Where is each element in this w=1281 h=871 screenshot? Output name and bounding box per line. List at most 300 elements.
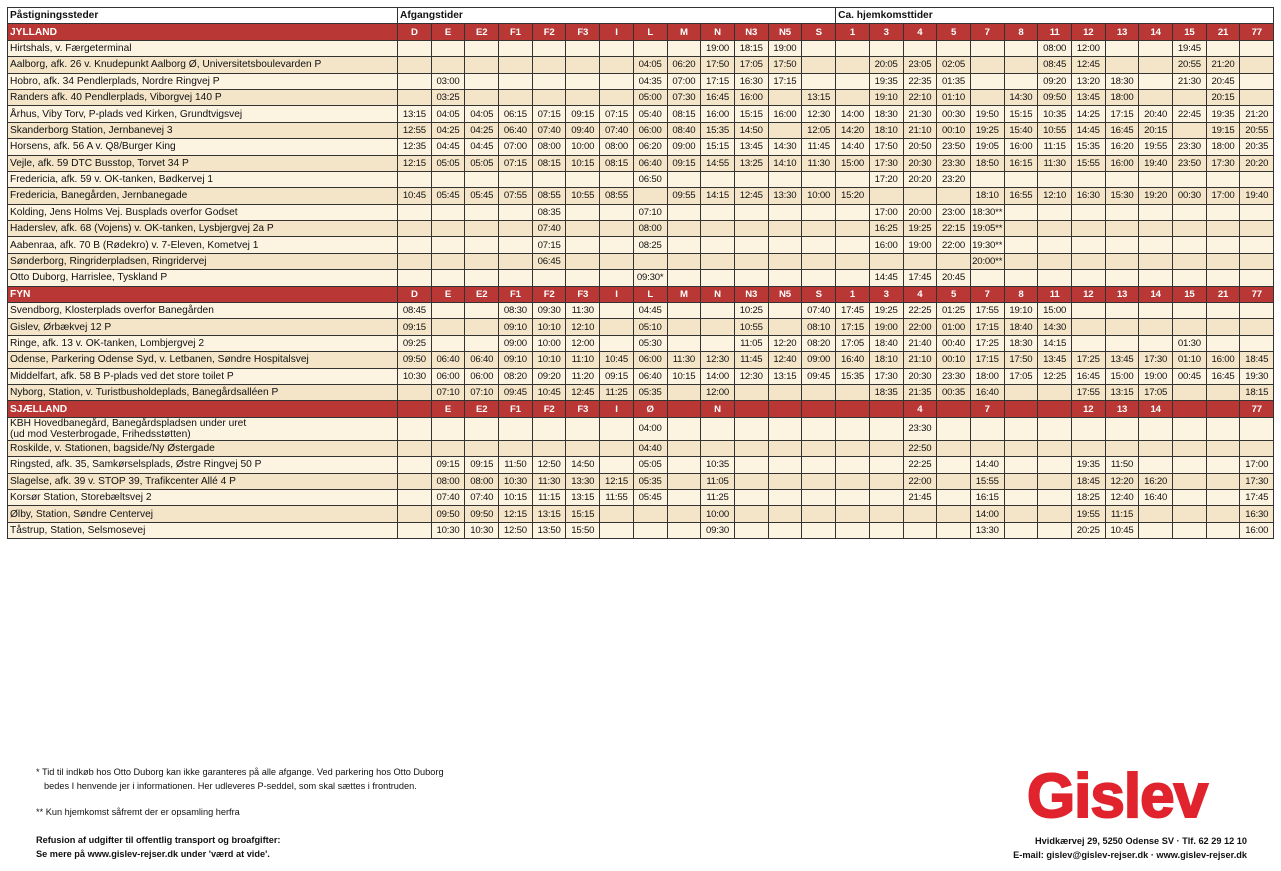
time-cell: 16:20 [1105, 139, 1139, 155]
time-cell: 19:35 [869, 73, 903, 89]
table-row [8, 204, 1274, 220]
time-cell [1173, 122, 1207, 138]
tour-code: E [431, 401, 465, 417]
time-cell [768, 506, 802, 522]
time-cell: 15:00 [1038, 303, 1072, 319]
time-cell [600, 73, 634, 89]
time-cell [970, 73, 1004, 89]
time-cell [1038, 204, 1072, 220]
time-cell [633, 506, 667, 522]
section-name: JYLLAND [8, 24, 398, 40]
time-cell [734, 457, 768, 473]
tour-code: M [667, 24, 701, 40]
stop-name: Korsør Station, Storebæltsvej 2 [8, 489, 398, 505]
time-cell [970, 171, 1004, 187]
table-row [8, 40, 1274, 56]
tour-code [398, 401, 432, 417]
time-cell: 18:30 [1004, 335, 1038, 351]
time-cell [499, 89, 533, 105]
time-cell: 07:40 [802, 303, 836, 319]
tour-code: 7 [970, 24, 1004, 40]
time-cell: 22:35 [903, 73, 937, 89]
time-cell [970, 417, 1004, 440]
time-cell: 17:45 [836, 303, 870, 319]
time-cell [802, 440, 836, 456]
time-cell: 17:55 [970, 303, 1004, 319]
time-cell: 16:00 [1004, 139, 1038, 155]
time-cell: 09:15 [600, 368, 634, 384]
time-cell: 17:30 [1139, 352, 1173, 368]
time-cell [768, 237, 802, 253]
time-cell [734, 204, 768, 220]
time-cell [398, 221, 432, 237]
time-cell [465, 303, 499, 319]
time-cell: 08:00 [465, 473, 499, 489]
time-cell [802, 204, 836, 220]
time-cell [499, 40, 533, 56]
time-cell: 17:05 [1139, 384, 1173, 400]
time-cell [970, 89, 1004, 105]
time-cell: 16:40 [836, 352, 870, 368]
time-cell [431, 440, 465, 456]
time-cell: 11:15 [1105, 506, 1139, 522]
time-cell: 12:35 [398, 139, 432, 155]
time-cell [701, 171, 735, 187]
time-cell [869, 40, 903, 56]
time-cell [1038, 417, 1072, 440]
time-cell [532, 270, 566, 286]
time-cell: 08:00 [431, 473, 465, 489]
time-cell [869, 489, 903, 505]
time-cell: 18:40 [1004, 319, 1038, 335]
time-cell: 11:20 [566, 368, 600, 384]
time-cell: 18:30 [1105, 73, 1139, 89]
time-cell: 19:00 [768, 40, 802, 56]
time-cell [768, 204, 802, 220]
time-cell: 19:00 [869, 319, 903, 335]
time-cell: 13:15 [532, 506, 566, 522]
time-cell [465, 40, 499, 56]
time-cell [398, 440, 432, 456]
time-cell [398, 40, 432, 56]
tour-code: 15 [1173, 286, 1207, 302]
time-cell [667, 335, 701, 351]
time-cell: 18:15 [734, 40, 768, 56]
stop-name: Middelfart, afk. 58 B P-plads ved det store toilet P [8, 368, 398, 384]
time-cell [734, 237, 768, 253]
time-cell: 09:15 [431, 457, 465, 473]
time-cell [1038, 171, 1072, 187]
time-cell: 07:55 [499, 188, 533, 204]
time-cell [1139, 57, 1173, 73]
time-cell: 17:50 [768, 57, 802, 73]
time-cell: 13:15 [802, 89, 836, 105]
table-row [8, 473, 1274, 489]
time-cell: 20:35 [1240, 139, 1274, 155]
time-cell [768, 221, 802, 237]
time-cell: 19:05** [970, 221, 1004, 237]
stop-name: Ringe, afk. 13 v. OK-tanken, Lombjergvej 2 [8, 335, 398, 351]
gislev-logo-text: Gislev [1026, 763, 1208, 827]
time-cell [1105, 57, 1139, 73]
section-header-0 [8, 24, 1274, 40]
time-cell: 19:05 [970, 139, 1004, 155]
time-cell [499, 270, 533, 286]
time-cell: 08:00 [1038, 40, 1072, 56]
tour-code: 13 [1105, 401, 1139, 417]
time-cell: 06:40 [465, 352, 499, 368]
time-cell: 11:55 [600, 489, 634, 505]
time-cell [836, 270, 870, 286]
time-cell [1071, 237, 1105, 253]
time-cell [802, 253, 836, 269]
time-cell: 13:50 [532, 522, 566, 538]
time-cell [1004, 489, 1038, 505]
time-cell: 17:30 [1206, 155, 1240, 171]
time-cell: 09:45 [499, 384, 533, 400]
time-cell: 05:35 [633, 473, 667, 489]
time-cell [566, 417, 600, 440]
time-cell: 01:35 [937, 73, 971, 89]
stop-name: Ringsted, afk. 35, Samkørselsplads, Østre Ringvej 50 P [8, 457, 398, 473]
time-cell: 09:45 [802, 368, 836, 384]
gislev-logo [1022, 763, 1212, 827]
time-cell: 12:45 [734, 188, 768, 204]
time-cell: 22:10 [903, 89, 937, 105]
time-cell [734, 384, 768, 400]
time-cell: 19:00 [903, 237, 937, 253]
time-cell: 05:30 [633, 335, 667, 351]
time-cell: 07:40 [465, 489, 499, 505]
time-cell: 09:50 [431, 506, 465, 522]
time-cell [465, 204, 499, 220]
time-cell: 09:10 [499, 319, 533, 335]
tour-code: I [600, 24, 634, 40]
time-cell [768, 89, 802, 105]
time-cell [566, 204, 600, 220]
time-cell [903, 40, 937, 56]
tour-code [802, 401, 836, 417]
section-name: SJÆLLAND [8, 401, 398, 417]
time-cell: 04:35 [633, 73, 667, 89]
table-row [8, 89, 1274, 105]
time-cell: 12:30 [701, 352, 735, 368]
time-cell [836, 457, 870, 473]
time-cell [1139, 253, 1173, 269]
time-cell: 04:45 [465, 139, 499, 155]
time-cell [1206, 440, 1240, 456]
time-cell: 16:45 [1206, 368, 1240, 384]
time-cell [431, 221, 465, 237]
time-cell: 10:55 [1038, 122, 1072, 138]
time-cell: 01:00 [937, 319, 971, 335]
tour-code: N5 [768, 24, 802, 40]
time-cell: 13:45 [734, 139, 768, 155]
time-cell: 13:15 [566, 489, 600, 505]
time-cell [937, 253, 971, 269]
time-cell: 23:30 [1173, 139, 1207, 155]
time-cell [1206, 40, 1240, 56]
tour-code: 13 [1105, 24, 1139, 40]
time-cell: 12:50 [499, 522, 533, 538]
time-cell [1071, 303, 1105, 319]
time-cell [836, 440, 870, 456]
time-cell: 10:45 [398, 188, 432, 204]
time-cell: 11:30 [566, 303, 600, 319]
time-cell: 15:15 [566, 506, 600, 522]
time-cell: 08:15 [600, 155, 634, 171]
time-cell: 16:00 [734, 89, 768, 105]
time-cell: 16:45 [1105, 122, 1139, 138]
time-cell [465, 335, 499, 351]
time-cell [836, 89, 870, 105]
time-cell: 21:30 [903, 106, 937, 122]
tour-code: F2 [532, 24, 566, 40]
time-cell: 08:45 [398, 303, 432, 319]
time-cell [499, 73, 533, 89]
time-cell [600, 335, 634, 351]
time-cell [768, 384, 802, 400]
time-cell: 06:15 [499, 106, 533, 122]
tour-code: 3 [869, 286, 903, 302]
tour-code: I [600, 401, 634, 417]
time-cell [398, 489, 432, 505]
time-cell: 08:40 [667, 122, 701, 138]
tour-code: 8 [1004, 24, 1038, 40]
time-cell: 23:30 [937, 368, 971, 384]
table-row [8, 489, 1274, 505]
tour-code: 21 [1206, 286, 1240, 302]
time-cell: 11:50 [1105, 457, 1139, 473]
time-cell: 19:35 [1071, 457, 1105, 473]
time-cell: 19:40 [1139, 155, 1173, 171]
time-cell [1105, 440, 1139, 456]
time-cell: 01:30 [1173, 335, 1207, 351]
tour-code: 21 [1206, 24, 1240, 40]
table-row [8, 73, 1274, 89]
time-cell: 12:15 [600, 473, 634, 489]
time-cell [802, 73, 836, 89]
time-cell: 10:10 [532, 352, 566, 368]
time-cell: 19:25 [970, 122, 1004, 138]
time-cell: 13:25 [734, 155, 768, 171]
time-cell [869, 188, 903, 204]
time-cell [600, 57, 634, 73]
time-cell [499, 171, 533, 187]
time-cell: 04:25 [431, 122, 465, 138]
time-cell: 17:15 [1105, 106, 1139, 122]
table-row [8, 335, 1274, 351]
time-cell: 14:00 [970, 506, 1004, 522]
time-cell [431, 40, 465, 56]
footnote-doublestar: ** Kun hjemkomst såfremt der er opsamling herfra [36, 807, 240, 817]
time-cell [667, 384, 701, 400]
time-cell: 19:40 [1240, 188, 1274, 204]
time-cell [734, 171, 768, 187]
time-cell [1105, 237, 1139, 253]
time-cell [1240, 417, 1274, 440]
time-cell [431, 319, 465, 335]
time-cell [667, 204, 701, 220]
time-cell [1071, 335, 1105, 351]
time-cell [802, 489, 836, 505]
time-cell: 16:30 [1240, 506, 1274, 522]
time-cell: 06:00 [633, 122, 667, 138]
time-cell [431, 57, 465, 73]
tour-code: F1 [499, 24, 533, 40]
time-cell [1139, 89, 1173, 105]
time-cell [667, 522, 701, 538]
stop-name: Odense, Parkering Odense Syd, v. Letbanen, Søndre Hospitalsvej [8, 352, 398, 368]
time-cell [903, 522, 937, 538]
time-cell [701, 440, 735, 456]
time-cell: 17:20 [869, 171, 903, 187]
time-cell [1139, 303, 1173, 319]
time-cell [398, 73, 432, 89]
time-cell: 17:05 [1004, 368, 1038, 384]
time-cell [802, 57, 836, 73]
time-cell [1173, 204, 1207, 220]
time-cell: 05:45 [431, 188, 465, 204]
time-cell: 20:45 [937, 270, 971, 286]
time-cell [1240, 221, 1274, 237]
time-cell: 12:05 [802, 122, 836, 138]
time-cell [633, 40, 667, 56]
time-cell: 07:10 [431, 384, 465, 400]
time-cell: 07:10 [633, 204, 667, 220]
time-cell [1139, 417, 1173, 440]
time-cell: 09:20 [1038, 73, 1072, 89]
time-cell: 11:30 [1038, 155, 1072, 171]
time-cell: 12:45 [1071, 57, 1105, 73]
tour-code: E [431, 24, 465, 40]
time-cell: 13:30 [566, 473, 600, 489]
time-cell [1173, 303, 1207, 319]
time-cell: 12:20 [1105, 473, 1139, 489]
time-cell: 13:15 [1105, 384, 1139, 400]
tour-code: 7 [970, 286, 1004, 302]
time-cell: 22:00 [903, 473, 937, 489]
time-cell: 17:25 [970, 335, 1004, 351]
stop-name: Svendborg, Klosterplads overfor Banegården [8, 303, 398, 319]
time-cell: 22:25 [903, 303, 937, 319]
time-cell: 18:45 [1240, 352, 1274, 368]
time-cell: 11:30 [802, 155, 836, 171]
time-cell [1038, 221, 1072, 237]
stop-name: Roskilde, v. Stationen, bagside/Ny Østergade [8, 440, 398, 456]
tour-code: 1 [836, 286, 870, 302]
time-cell [1105, 335, 1139, 351]
time-cell: 12:40 [1105, 489, 1139, 505]
table-row [8, 384, 1274, 400]
time-cell [1004, 221, 1038, 237]
time-cell: 10:35 [701, 457, 735, 473]
time-cell: 06:40 [431, 352, 465, 368]
time-cell [566, 73, 600, 89]
time-cell: 17:15 [970, 319, 1004, 335]
time-cell [600, 457, 634, 473]
table-row [8, 457, 1274, 473]
time-cell [465, 270, 499, 286]
time-cell: 18:00 [1206, 139, 1240, 155]
time-cell [1004, 417, 1038, 440]
time-cell [802, 270, 836, 286]
time-cell: 20:20 [1240, 155, 1274, 171]
time-cell: 10:00 [802, 188, 836, 204]
time-cell: 00:45 [1173, 368, 1207, 384]
time-cell: 11:30 [532, 473, 566, 489]
time-cell [431, 335, 465, 351]
time-cell: 20:55 [1173, 57, 1207, 73]
time-cell: 20:30 [903, 155, 937, 171]
time-cell: 13:20 [1071, 73, 1105, 89]
time-cell [937, 489, 971, 505]
time-cell [1173, 270, 1207, 286]
time-cell [398, 522, 432, 538]
time-cell [802, 457, 836, 473]
time-cell: 20:00** [970, 253, 1004, 269]
table-row [8, 303, 1274, 319]
time-cell: 09:40 [566, 122, 600, 138]
time-cell: 20:20 [903, 171, 937, 187]
tour-code: S [802, 24, 836, 40]
time-cell [667, 473, 701, 489]
time-cell [836, 253, 870, 269]
tour-code: F3 [566, 286, 600, 302]
time-cell: 13:45 [1071, 89, 1105, 105]
time-cell [1038, 253, 1072, 269]
time-cell [701, 335, 735, 351]
time-cell: 12:00 [701, 384, 735, 400]
time-cell [768, 457, 802, 473]
tour-code: 13 [1105, 286, 1139, 302]
time-cell: 09:00 [667, 139, 701, 155]
tour-code: E2 [465, 401, 499, 417]
time-cell [1038, 270, 1072, 286]
tour-code: N3 [734, 24, 768, 40]
time-cell [566, 237, 600, 253]
tour-code: 15 [1173, 24, 1207, 40]
time-cell: 17:50 [869, 139, 903, 155]
time-cell [465, 417, 499, 440]
time-cell: 15:35 [1071, 139, 1105, 155]
time-cell [802, 473, 836, 489]
time-cell: 20:05 [869, 57, 903, 73]
time-cell [566, 253, 600, 269]
timetable [7, 7, 1274, 539]
time-cell: 08:25 [633, 237, 667, 253]
time-cell [768, 171, 802, 187]
time-cell: 23:30 [903, 417, 937, 440]
time-cell: 07:40 [532, 122, 566, 138]
time-cell: 18:15 [1240, 384, 1274, 400]
time-cell: 22:25 [903, 457, 937, 473]
time-cell: 16:00 [1206, 352, 1240, 368]
time-cell: 00:30 [937, 106, 971, 122]
table-row [8, 270, 1274, 286]
time-cell: 04:05 [465, 106, 499, 122]
time-cell [1240, 270, 1274, 286]
time-cell: 12:00 [566, 335, 600, 351]
time-cell [903, 253, 937, 269]
time-cell [1139, 237, 1173, 253]
time-cell [1206, 506, 1240, 522]
time-cell: 11:50 [499, 457, 533, 473]
time-cell: 12:40 [768, 352, 802, 368]
time-cell [1206, 237, 1240, 253]
tour-code: F3 [566, 401, 600, 417]
stop-name: Fredericia, Banegården, Jernbanegade [8, 188, 398, 204]
